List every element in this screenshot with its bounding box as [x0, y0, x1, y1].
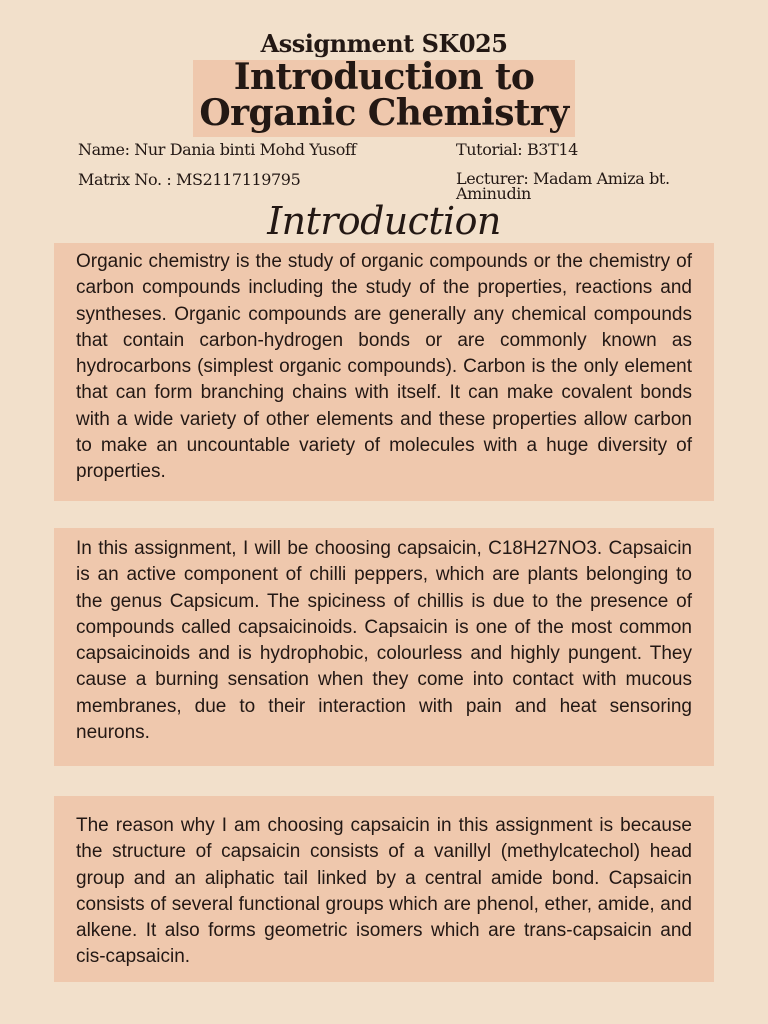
student-name: Name: Nur Dania binti Mohd Yusoff	[78, 140, 357, 159]
title-line-1: Introduction to	[233, 56, 535, 98]
title-line-2: Organic Chemistry	[199, 92, 569, 134]
assignment-code: Assignment SK025	[260, 29, 508, 58]
paragraph-box-1	[54, 243, 714, 501]
paragraph-1: Organic chemistry is the study of organic compounds or the chemistry of carbon compounds including the study of the properties, reactions and syntheses. Organic compounds are generally any chemical compounds that contain carbon-hydrogen bonds or are commonly known as hydrocarbons (simplest organic compounds). Carbon is the only element that can form branching chains with itself. It can make covalent bonds with a wide variety of other elements and these properties allow carbon to make an uncountable variety of molecules with a huge diversity of properties.	[76, 251, 692, 483]
tutorial-group: Tutorial: B3T14	[456, 140, 578, 159]
paragraph-box-2	[54, 528, 714, 766]
matrix-number: Matrix No. : MS2117119795	[78, 170, 301, 189]
paragraph-2: In this assignment, I will be choosing capsaicin, C18H27NO3. Capsaicin is an active component of chilli peppers, which are plants belonging to the genus Capsicum. The spiciness of chillis is due to the presence of compounds called capsaicinoids. Capsaicin is one of the most common capsaicinoids and is hydrophobic, colourless and highly pungent. They cause a burning sensation when they come into contact with mucous membranes, due to their interaction with pain and heat sensoring neurons.	[76, 538, 692, 744]
section-heading: Introduction	[267, 199, 501, 243]
lecturer-name: Lecturer: Madam Amiza bt. Aminudin	[456, 169, 670, 203]
paragraph-box-3	[54, 796, 714, 982]
paragraph-3: The reason why I am choosing capsaicin in this assignment is because the structure of capsaicin consists of a vanillyl (methylcatechol) head group and an aliphatic tail linked by a central amide bond. Capsaicin consists of several functional groups which are phenol, ether, amide, and alkene. It also forms geometric isomers which are trans-capsaicin and cis-capsaicin.	[76, 815, 692, 968]
